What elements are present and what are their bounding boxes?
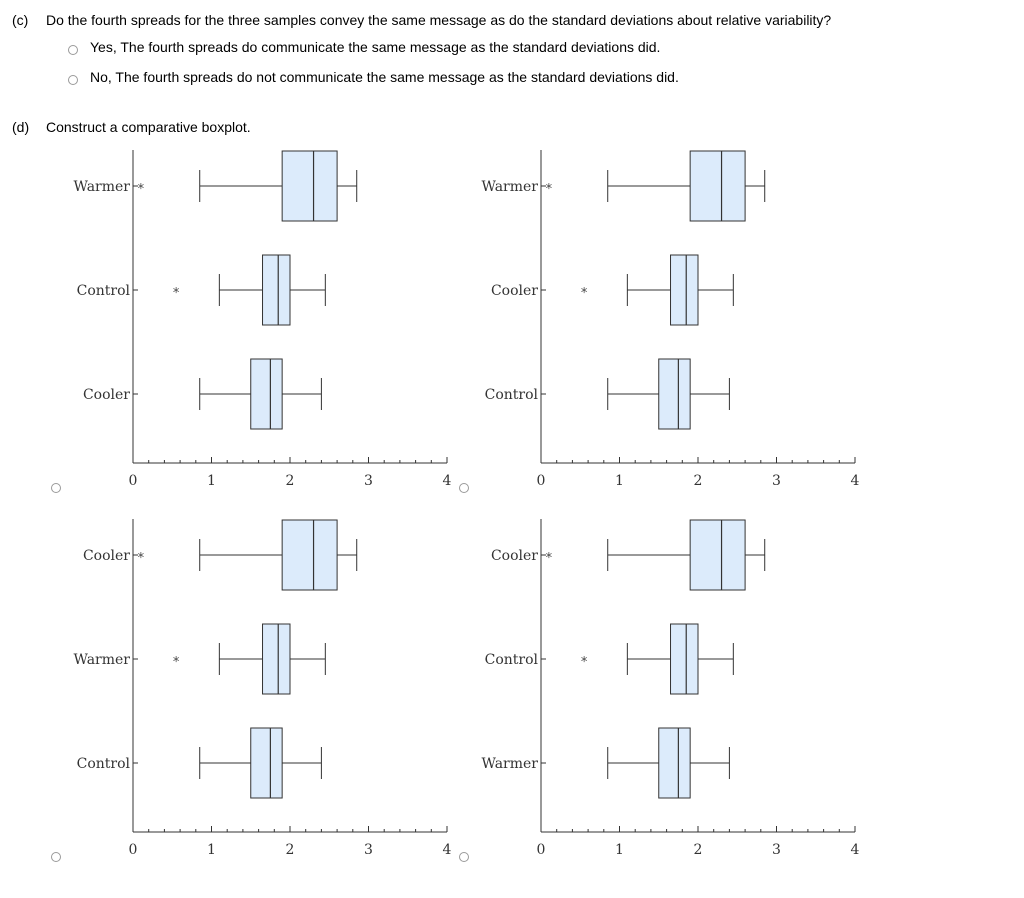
outlier-marker: *	[580, 286, 588, 301]
box-iqr	[671, 255, 698, 325]
x-tick-label: 4	[850, 473, 860, 489]
outlier-marker: *	[137, 551, 145, 566]
outlier-marker: *	[545, 551, 553, 566]
question-d	[12, 119, 251, 135]
outlier-marker: *	[545, 182, 553, 197]
box-iqr	[263, 624, 290, 694]
outlier-marker: *	[172, 286, 180, 301]
category-label: Warmer	[481, 179, 538, 195]
box-iqr	[282, 520, 337, 590]
x-tick-label: 3	[364, 473, 373, 489]
category-label: Warmer	[73, 179, 130, 195]
box-iqr	[251, 359, 282, 429]
x-tick-label: 3	[772, 473, 781, 489]
box-iqr	[690, 151, 745, 221]
box-iqr	[251, 728, 282, 798]
outlier-marker: *	[172, 655, 180, 670]
category-label: Control	[484, 387, 538, 403]
boxplot-option-2-radio[interactable]	[459, 483, 469, 493]
boxplot-option-1-radio[interactable]	[51, 483, 61, 493]
x-tick-label: 3	[364, 842, 373, 858]
box-iqr	[659, 728, 690, 798]
option-yes-label[interactable]: Yes, The fourth spreads do communicate the same message as the standard deviations did.	[90, 39, 661, 55]
boxplot-option-1	[40, 145, 460, 500]
x-tick-label: 1	[615, 473, 624, 489]
boxplot-option-2	[448, 145, 868, 500]
x-tick-label: 4	[442, 842, 452, 858]
box-iqr	[282, 151, 337, 221]
category-label: Warmer	[481, 756, 538, 772]
outlier-marker: *	[580, 655, 588, 670]
category-label: Cooler	[490, 548, 538, 564]
question-c-text: Do the fourth spreads for the three samples convey the same message as do the standard deviations about relative variability?	[46, 12, 832, 28]
x-tick-label: 0	[128, 473, 138, 489]
boxplot-2-svg	[448, 145, 868, 495]
question-d-label: (d)	[12, 119, 30, 135]
category-label: Cooler	[82, 387, 130, 403]
x-tick-label: 2	[285, 473, 295, 489]
category-label: Control	[76, 756, 130, 772]
outlier-marker: *	[137, 182, 145, 197]
boxplot-option-3	[40, 514, 460, 869]
box-iqr	[671, 624, 698, 694]
x-tick-label: 2	[693, 842, 703, 858]
boxplot-1-svg	[40, 145, 460, 495]
x-tick-label: 0	[536, 842, 546, 858]
category-label: Cooler	[490, 283, 538, 299]
boxplot-option-4-radio[interactable]	[459, 852, 469, 862]
x-tick-label: 1	[207, 842, 216, 858]
x-tick-label: 2	[693, 473, 703, 489]
box-iqr	[690, 520, 745, 590]
x-tick-label: 0	[128, 842, 138, 858]
boxplot-4-svg	[448, 514, 868, 864]
question-c	[12, 12, 831, 28]
x-tick-label: 3	[772, 842, 781, 858]
x-tick-label: 0	[536, 473, 546, 489]
category-label: Cooler	[82, 548, 130, 564]
x-tick-label: 4	[442, 473, 452, 489]
box-iqr	[659, 359, 690, 429]
x-tick-label: 2	[285, 842, 295, 858]
option-yes-radio[interactable]	[68, 45, 78, 55]
category-label: Control	[76, 283, 130, 299]
boxplot-option-3-radio[interactable]	[51, 852, 61, 862]
question-d-text: Construct a comparative boxplot.	[46, 119, 251, 135]
option-no-label[interactable]: No, The fourth spreads do not communicate the same message as the standard deviations did.	[90, 69, 679, 85]
boxplot-option-4	[448, 514, 868, 869]
option-no-radio[interactable]	[68, 75, 78, 85]
x-tick-label: 1	[615, 842, 624, 858]
boxplot-3-svg	[40, 514, 460, 864]
box-iqr	[263, 255, 290, 325]
category-label: Warmer	[73, 652, 130, 668]
x-tick-label: 1	[207, 473, 216, 489]
category-label: Control	[484, 652, 538, 668]
x-tick-label: 4	[850, 842, 860, 858]
question-c-label: (c)	[12, 12, 29, 28]
